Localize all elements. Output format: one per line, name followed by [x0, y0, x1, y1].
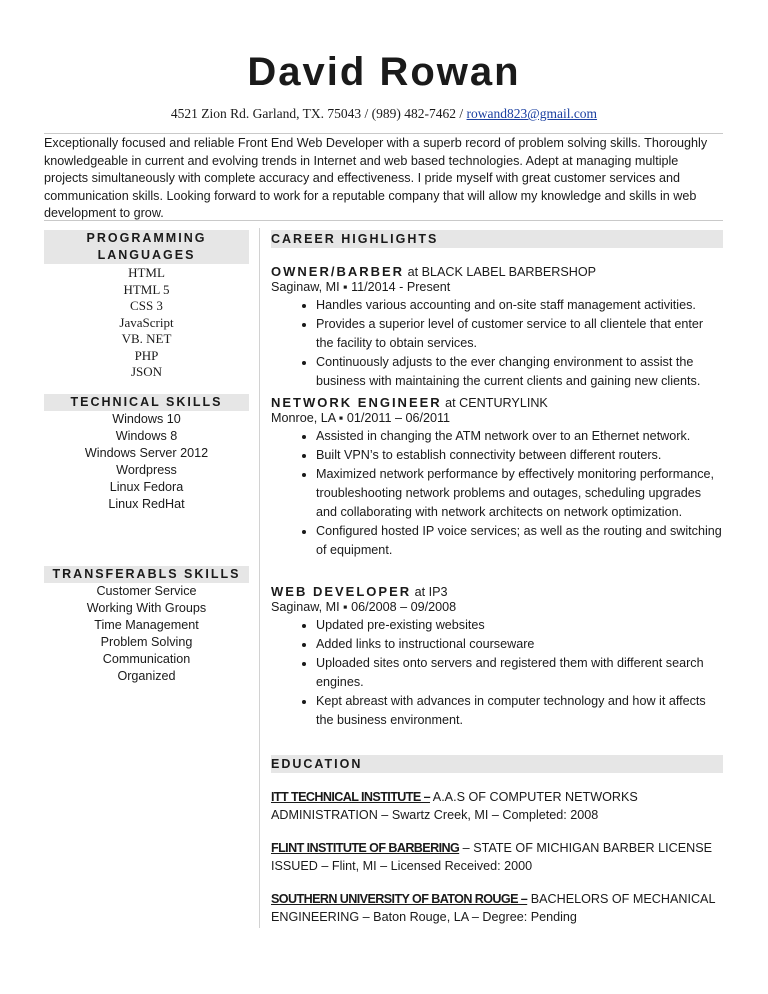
list-item: Windows 10 — [112, 412, 181, 426]
bullet-item: • Built VPN’s to establish connectivity between different routers. — [316, 446, 723, 465]
section-heading: CAREER HIGHLIGHTS — [271, 230, 723, 248]
job-company: at CENTURYLINK — [445, 396, 548, 410]
professional-summary: Exceptionally focused and reliable Front End Web Developer with a superb record of problem solving skills. Thoroughly knowledgeable in current and evolving trends in Internet and web based technologies. Adept at managing multiple projects simultaneously with complete accuracy and effectiveness. I pride myself with great customer services and communication skills. Looking forward to work for a reputable company that will allow my knowledge and skills in web development to grow. — [44, 136, 708, 220]
job-bullets — [271, 616, 723, 730]
job-meta: Saginaw, MI ▪ 06/2008 – 09/2008 — [271, 600, 457, 614]
degree-text: BACHELORS OF MECHANICAL — [527, 892, 716, 906]
job-company: at BLACK LABEL BARBERSHOP — [407, 265, 597, 279]
job-title: WEB DEVELOPER — [271, 584, 412, 599]
bullet-item: • Uploaded sites onto servers and registered them with different search engines. — [316, 654, 723, 692]
degree-text: A.A.S OF COMPUTER NETWORKS — [429, 790, 638, 804]
job-entry — [271, 395, 723, 560]
list-item: HTML 5 — [123, 281, 170, 297]
list-item: Wordpress — [116, 463, 177, 477]
education-entry — [271, 891, 723, 926]
list-item: Windows 8 — [115, 429, 178, 443]
list-item: JavaScript — [119, 314, 174, 330]
education-details: ISSUED – Flint, MI – Licensed Received: 2000 — [271, 858, 533, 873]
school-name: FLINT INSTITUTE OF BARBERING — [271, 841, 460, 855]
job-meta: Monroe, LA ▪ 01/2011 – 06/2011 — [271, 411, 451, 425]
bullet-item: • Assisted in changing the ATM network over to an Ethernet network. — [316, 427, 723, 446]
heading-line: LANGUAGES — [97, 248, 196, 262]
bullet-item: • Handles various accounting and on-site staff management activities. — [316, 296, 723, 315]
list-item: Time Management — [94, 618, 199, 632]
bullet-item: • Configured hosted IP voice services; as well as the routing and switching of equipment. — [316, 522, 723, 560]
list-item: Working With Groups — [86, 601, 207, 615]
job-bullets — [271, 296, 723, 391]
contact-address-phone: 4521 Zion Rd. Garland, TX. 75043 / (989) 482-7462 / — [170, 106, 467, 121]
candidate-name: David Rowan — [247, 50, 521, 94]
heading-line: PROGRAMMING — [86, 231, 207, 245]
programming-languages-section — [44, 230, 249, 381]
education-entry — [271, 840, 723, 875]
job-company: at IP3 — [414, 585, 448, 599]
technical-skills-section — [44, 394, 249, 513]
career-highlights-heading — [271, 230, 723, 248]
job-title: NETWORK ENGINEER — [271, 395, 442, 410]
list-item: CSS 3 — [130, 298, 163, 313]
list-item: HTML — [128, 265, 165, 280]
job-bullets — [271, 427, 723, 560]
list-item: Communication — [102, 652, 191, 666]
technical-skills-list — [44, 411, 249, 513]
email-link[interactable]: rowand823@gmail.com — [466, 106, 598, 121]
school-name: SOUTHERN UNIVERSITY OF BATON ROUGE – — [271, 892, 528, 906]
summary-divider — [44, 220, 723, 221]
technical-skills-heading: TECHNICAL SKILLS — [44, 394, 249, 411]
job-meta: Saginaw, MI ▪ 11/2014 - Present — [271, 280, 451, 294]
list-item: Organized — [117, 669, 176, 683]
degree-text: – STATE OF MICHIGAN BARBER LICENSE — [459, 841, 713, 855]
education-details: ENGINEERING – Baton Rouge, LA – Degree: Pending — [271, 909, 577, 924]
bullet-item: • Updated pre-existing websites — [316, 616, 723, 635]
list-item: Linux Fedora — [109, 480, 184, 494]
list-item: VB. NET — [121, 331, 172, 346]
programming-languages-heading — [44, 230, 249, 264]
education-details: ADMINISTRATION – Swartz Creek, MI – Completed: 2008 — [271, 807, 599, 822]
transferable-skills-list — [44, 583, 249, 685]
bullet-item: • Added links to instructional courseware — [316, 635, 723, 654]
list-item: PHP — [134, 347, 159, 363]
list-item: Problem Solving — [100, 635, 193, 649]
list-item: Customer Service — [96, 584, 197, 598]
list-item: Windows Server 2012 — [84, 446, 209, 460]
header-divider — [44, 133, 723, 134]
bullet-item: • Maximized network performance by effectively monitoring performance, troubleshooting network problems and outages, scheduling upgrades and collaborating with network architects on network optimization. — [316, 465, 723, 522]
transferable-skills-section — [44, 566, 249, 685]
transferable-skills-heading: TRANSFERABLS SKILLS — [44, 566, 249, 583]
bullet-item: • Kept abreast with advances in computer technology and how it affects the business environment. — [316, 692, 723, 730]
job-title: OWNER/BARBER — [271, 264, 405, 279]
education-heading — [271, 755, 723, 773]
contact-line — [0, 106, 768, 122]
bullet-item: • Provides a superior level of customer service to all clientele that enter the facility to obtain services. — [316, 315, 723, 353]
list-item: JSON — [130, 364, 163, 379]
school-name: ITT TECHNICAL INSTITUTE – — [271, 790, 430, 804]
list-item: Linux RedHat — [108, 497, 185, 511]
programming-languages-list — [44, 265, 249, 381]
column-divider — [259, 228, 260, 928]
bullet-item: • Continuously adjusts to the ever changing environment to assist the business with maintaining the current clients and gaining new clients. — [316, 353, 723, 391]
job-entry — [271, 584, 723, 730]
education-entry — [271, 789, 723, 824]
section-heading: EDUCATION — [271, 755, 723, 773]
job-entry — [271, 264, 723, 391]
